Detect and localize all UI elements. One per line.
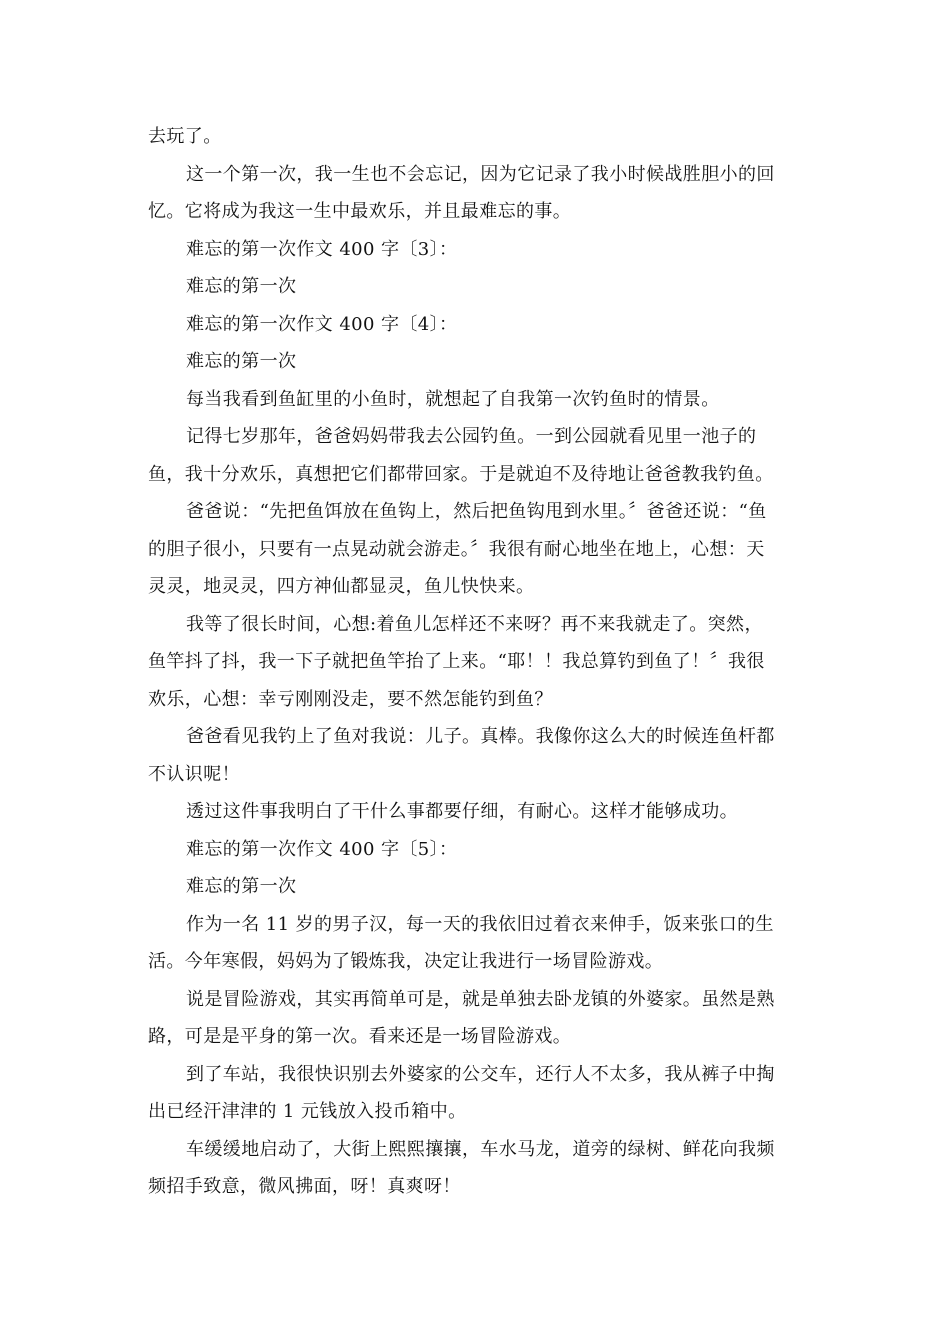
- text-line: 爸爸看见我钓上了鱼对我说：儿子。真棒。我像你这么大的时候连鱼杆都: [186, 726, 775, 747]
- section-heading: 难忘的第一次作文 400 字〔3〕：: [186, 238, 458, 260]
- text-line: 透过这件事我明白了干什么事都要仔细，有耐心。这样才能够成功。: [186, 801, 738, 822]
- text-line: 鱼，我十分欢乐，真想把它们都带回家。于是就迫不及待地让爸爸教我钓鱼。: [148, 463, 774, 485]
- essay-title: 难忘的第一次: [186, 276, 297, 297]
- text-line: 欢乐，心想：幸亏刚刚没走，要不然怎能钓到鱼？: [148, 688, 553, 710]
- text-line: 出已经汗津津的 1 元钱放入投币箱中。: [148, 1101, 467, 1122]
- text-line: 鱼竿抖了抖，我一下子就把鱼竿抬了上来。“耶！！我总算钓到鱼了！〞我很: [148, 651, 765, 672]
- text-line: 忆。它将成为我这一生中最欢乐，并且最难忘的事。: [148, 201, 572, 222]
- text-line: 我等了很长时间，心想:着鱼儿怎样还不来呀？再不来我就走了。突然，: [186, 613, 763, 635]
- text-line: 到了车站，我很快识别去外婆家的公交车，还行人不太多，我从裤子中掏: [186, 1063, 775, 1085]
- text-line: 说是冒险游戏，其实再简单可是，就是单独去卧龙镇的外婆家。虽然是熟: [186, 988, 775, 1010]
- text-line: 灵灵，地灵灵，四方神仙都显灵，鱼儿快快来。: [148, 576, 535, 597]
- text-line: 不认识呢！: [148, 763, 240, 785]
- text-line: 记得七岁那年，爸爸妈妈带我去公园钓鱼。一到公园就看见里一池子的: [186, 426, 757, 447]
- text-line: 频招手致意，微风拂面，呀！真爽呀！: [148, 1176, 461, 1197]
- text-line: 去玩了。: [148, 126, 222, 147]
- text-line: 作为一名 11 岁的男子汉，每一天的我依旧过着衣来伸手，饭来张口的生: [186, 913, 774, 935]
- text-line: 活。今年寒假，妈妈为了锻炼我，决定让我进行一场冒险游戏。: [148, 951, 664, 972]
- essay-title: 难忘的第一次: [186, 876, 297, 897]
- text-line: 每当我看到鱼缸里的小鱼时，就想起了自我第一次钓鱼时的情景。: [186, 388, 720, 410]
- text-line: 这一个第一次，我一生也不会忘记，因为它记录了我小时候战胜胆小的回: [186, 163, 775, 185]
- section-heading: 难忘的第一次作文 400 字〔5〕：: [186, 838, 458, 860]
- section-heading: 难忘的第一次作文 400 字〔4〕：: [186, 313, 458, 335]
- text-line: 路，可是是平身的第一次。看来还是一场冒险游戏。: [148, 1026, 572, 1047]
- text-line: 车缓缓地启动了，大街上熙熙攘攘，车水马龙，道旁的绿树、鲜花向我频: [186, 1138, 775, 1160]
- document-page: [148, 118, 808, 1206]
- text-line: 爸爸说：“先把鱼饵放在鱼钩上，然后把鱼钩甩到水里。〞爸爸还说：“鱼: [186, 501, 767, 522]
- text-line: 的胆子很小，只要有一点晃动就会游走。〞我很有耐心地坐在地上，心想：天: [148, 538, 765, 560]
- essay-title: 难忘的第一次: [186, 351, 297, 372]
